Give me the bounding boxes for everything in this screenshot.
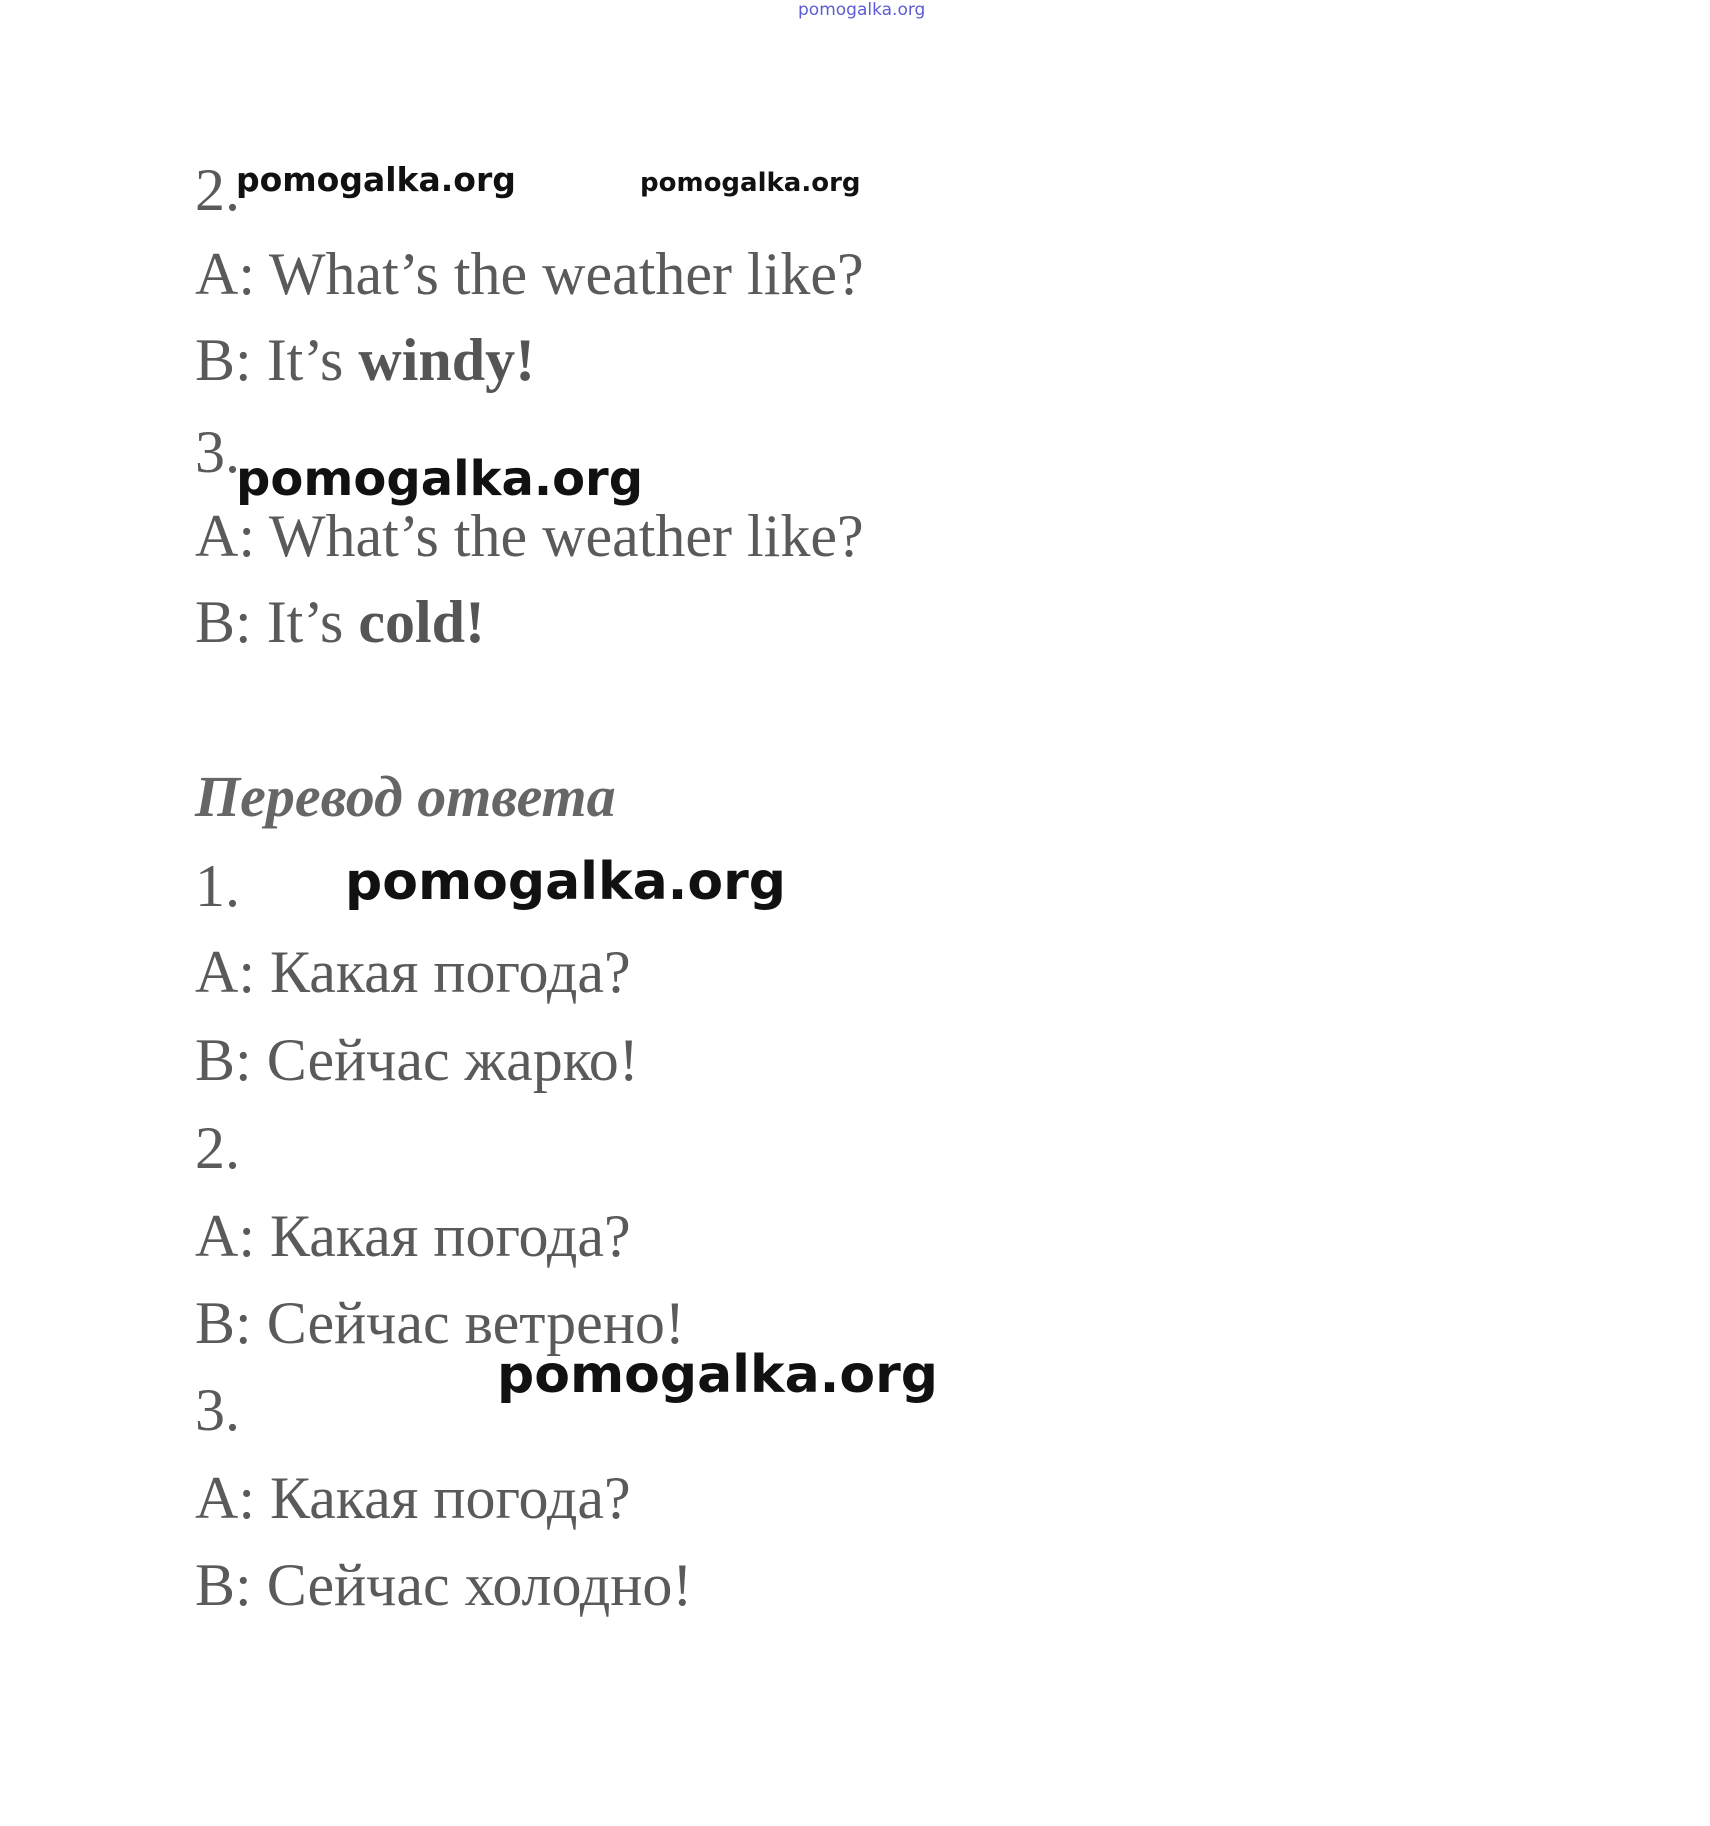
watermark: pomogalka.org [640, 168, 861, 198]
question-line: A: Какая погода? [195, 1203, 631, 1269]
item-number: 1. [195, 853, 240, 919]
item-number: 3. [195, 419, 240, 485]
answer-line: B: Сейчас жарко! [195, 1027, 639, 1093]
answer-keyword: windy! [358, 327, 536, 393]
item-number: 2. [195, 1115, 240, 1181]
answer-keyword: cold! [358, 589, 486, 655]
watermark: pomogalka.org [497, 1345, 939, 1405]
watermark: pomogalka.org [345, 852, 787, 912]
question-line: A: What’s the weather like? [195, 241, 864, 307]
question-line: A: What’s the weather like? [195, 503, 864, 569]
answer-prefix: B: It’s [195, 327, 359, 393]
watermark: pomogalka.org [236, 451, 644, 507]
question-line: A: Какая погода? [195, 1465, 631, 1531]
question-line: A: Какая погода? [195, 939, 631, 1005]
answer-line: B: Сейчас холодно! [195, 1552, 693, 1618]
header-watermark: pomogalka.org [798, 0, 926, 20]
translation-heading: Перевод ответа [195, 764, 616, 829]
item-number: 3. [195, 1377, 240, 1443]
answer-line: B: Сейчас ветрено! [195, 1290, 685, 1356]
item-number: 2. [195, 157, 240, 223]
watermark: pomogalka.org [236, 160, 516, 199]
answer-line [195, 327, 536, 393]
answer-prefix: B: It’s [195, 589, 359, 655]
answer-line [195, 589, 486, 655]
